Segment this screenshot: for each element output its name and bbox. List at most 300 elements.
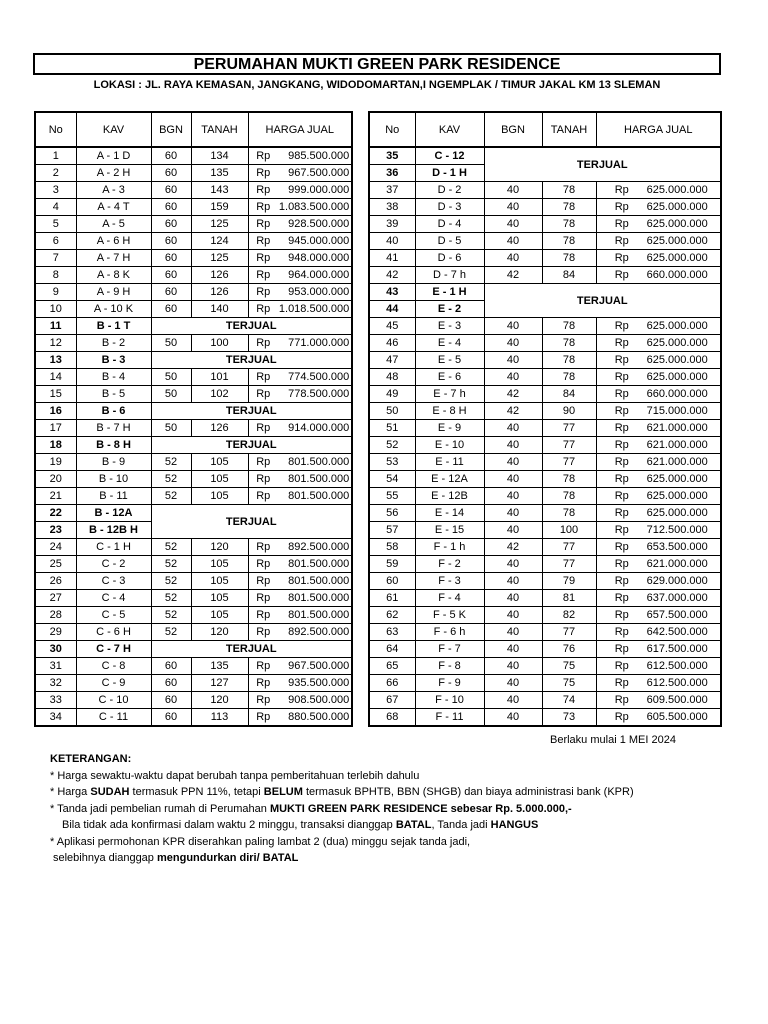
cell-harga — [596, 386, 721, 403]
cell-harga — [248, 556, 352, 573]
cell-no: 24 — [35, 539, 76, 556]
currency-label: Rp — [614, 337, 629, 349]
cell-harga — [596, 573, 721, 590]
cell-tanah: 81 — [542, 590, 596, 607]
cell-tanah: 113 — [191, 709, 248, 727]
currency-label: Rp — [256, 252, 271, 264]
price-amount: 967.500.000 — [288, 660, 350, 672]
price-amount: 771.000.000 — [288, 337, 350, 349]
cell-bgn: 42 — [484, 539, 542, 556]
price-amount: 625.000.000 — [646, 473, 708, 485]
cell-tanah: 77 — [542, 420, 596, 437]
cell-tanah: 84 — [542, 267, 596, 284]
price-amount: 629.000.000 — [646, 575, 708, 587]
cell-kav: A - 6 H — [76, 233, 151, 250]
table-row — [35, 165, 352, 182]
table-row — [35, 454, 352, 471]
table-row — [35, 386, 352, 403]
table-row — [35, 403, 352, 420]
cell-bgn: 60 — [151, 658, 191, 675]
cell-kav: E - 2 — [415, 301, 484, 318]
cell-tanah: 78 — [542, 488, 596, 505]
price-amount: 625.000.000 — [646, 252, 708, 264]
cell-no: 67 — [369, 692, 415, 709]
cell-bgn: 42 — [484, 386, 542, 403]
cell-harga — [248, 539, 352, 556]
cell-no: 42 — [369, 267, 415, 284]
price-amount: 948.000.000 — [288, 252, 350, 264]
cell-kav: F - 5 K — [415, 607, 484, 624]
table-row — [35, 539, 352, 556]
cell-bgn: 40 — [484, 692, 542, 709]
price-amount: 621.000.000 — [646, 439, 708, 451]
cell-kav: C - 2 — [76, 556, 151, 573]
price-amount: 999.000.000 — [288, 184, 350, 196]
note-4-continued: selebihnya dianggap mengundurkan diri/ BATAL — [53, 852, 299, 864]
table-row — [35, 216, 352, 233]
currency-label: Rp — [614, 184, 629, 196]
cell-kav: E - 1 H — [415, 284, 484, 301]
cell-harga — [596, 437, 721, 454]
cell-kav: E - 10 — [415, 437, 484, 454]
cell-kav: F - 2 — [415, 556, 484, 573]
sold-label: TERJUAL — [151, 403, 352, 420]
cell-kav: B - 2 — [76, 335, 151, 352]
table-row — [369, 352, 721, 369]
cell-no: 46 — [369, 335, 415, 352]
currency-label: Rp — [614, 354, 629, 366]
cell-harga — [596, 471, 721, 488]
table-row — [369, 692, 721, 709]
location-subtitle: LOKASI : JL. RAYA KEMASAN, JANGKANG, WIDODOMARTAN,I NGEMPLAK / TIMUR JAKAL KM 13 SLEMAN — [93, 79, 661, 91]
cell-kav: C - 4 — [76, 590, 151, 607]
cell-bgn: 52 — [151, 454, 191, 471]
cell-harga — [596, 675, 721, 692]
cell-bgn: 40 — [484, 641, 542, 658]
cell-tanah: 77 — [542, 556, 596, 573]
cell-bgn: 40 — [484, 590, 542, 607]
cell-no: 1 — [35, 147, 76, 165]
cell-kav: B - 7 H — [76, 420, 151, 437]
table-row — [35, 369, 352, 386]
cell-kav: C - 5 — [76, 607, 151, 624]
table-row — [369, 267, 721, 284]
currency-label: Rp — [256, 609, 271, 621]
cell-no: 20 — [35, 471, 76, 488]
cell-kav: F - 1 h — [415, 539, 484, 556]
cell-tanah: 78 — [542, 369, 596, 386]
cell-no: 9 — [35, 284, 76, 301]
cell-no: 22 — [35, 505, 76, 522]
cell-tanah: 120 — [191, 539, 248, 556]
currency-label: Rp — [614, 422, 629, 434]
price-amount: 801.500.000 — [288, 575, 350, 587]
cell-no: 25 — [35, 556, 76, 573]
cell-tanah: 135 — [191, 165, 248, 182]
price-amount: 612.500.000 — [646, 660, 708, 672]
cell-tanah: 78 — [542, 352, 596, 369]
cell-bgn: 40 — [484, 216, 542, 233]
table-row — [35, 505, 352, 522]
cell-no: 49 — [369, 386, 415, 403]
price-amount: 1.083.500.000 — [278, 201, 350, 213]
cell-bgn: 40 — [484, 318, 542, 335]
currency-label: Rp — [614, 235, 629, 247]
cell-no: 59 — [369, 556, 415, 573]
currency-label: Rp — [256, 558, 271, 570]
cell-no: 17 — [35, 420, 76, 437]
cell-kav: E - 8 H — [415, 403, 484, 420]
cell-tanah: 77 — [542, 454, 596, 471]
cell-no: 51 — [369, 420, 415, 437]
cell-no: 47 — [369, 352, 415, 369]
price-amount: 621.000.000 — [646, 558, 708, 570]
currency-label: Rp — [614, 371, 629, 383]
currency-label: Rp — [614, 677, 629, 689]
cell-no: 15 — [35, 386, 76, 403]
cell-tanah: 126 — [191, 420, 248, 437]
price-amount: 621.000.000 — [646, 422, 708, 434]
cell-bgn: 60 — [151, 250, 191, 267]
cell-tanah: 100 — [542, 522, 596, 539]
cell-no: 21 — [35, 488, 76, 505]
currency-label: Rp — [256, 575, 271, 587]
cell-harga — [248, 165, 352, 182]
cell-kav: D - 6 — [415, 250, 484, 267]
cell-kav: C - 7 H — [76, 641, 151, 658]
cell-kav: A - 1 D — [76, 147, 151, 165]
table-row — [35, 488, 352, 505]
cell-no: 11 — [35, 318, 76, 335]
currency-label: Rp — [614, 269, 629, 281]
cell-bgn: 40 — [484, 250, 542, 267]
cell-harga — [248, 199, 352, 216]
cell-bgn: 52 — [151, 590, 191, 607]
currency-label: Rp — [614, 558, 629, 570]
currency-label: Rp — [256, 490, 271, 502]
table-row — [369, 386, 721, 403]
cell-harga — [596, 709, 721, 727]
price-amount: 625.000.000 — [646, 320, 708, 332]
currency-label: Rp — [614, 405, 629, 417]
cell-harga — [248, 386, 352, 403]
cell-bgn: 52 — [151, 556, 191, 573]
cell-no: 54 — [369, 471, 415, 488]
cell-tanah: 75 — [542, 675, 596, 692]
sold-label: TERJUAL — [151, 505, 352, 539]
currency-label: Rp — [256, 218, 271, 230]
cell-no: 2 — [35, 165, 76, 182]
cell-kav: B - 3 — [76, 352, 151, 369]
cell-kav: E - 9 — [415, 420, 484, 437]
cell-harga — [596, 556, 721, 573]
cell-harga — [596, 216, 721, 233]
cell-tanah: 78 — [542, 233, 596, 250]
cell-bgn: 40 — [484, 573, 542, 590]
cell-kav: F - 3 — [415, 573, 484, 590]
price-amount: 625.000.000 — [646, 371, 708, 383]
cell-bgn: 40 — [484, 607, 542, 624]
currency-label: Rp — [614, 592, 629, 604]
cell-no: 18 — [35, 437, 76, 454]
header-harga: HARGA JUAL — [248, 112, 352, 147]
price-amount: 774.500.000 — [288, 371, 350, 383]
table-row — [369, 182, 721, 199]
cell-bgn: 60 — [151, 692, 191, 709]
table-row — [35, 301, 352, 318]
cell-kav: E - 15 — [415, 522, 484, 539]
cell-bgn: 50 — [151, 369, 191, 386]
cell-harga — [596, 318, 721, 335]
cell-harga — [248, 607, 352, 624]
cell-kav: C - 8 — [76, 658, 151, 675]
cell-bgn: 40 — [484, 709, 542, 727]
table-row — [369, 675, 721, 692]
cell-tanah: 78 — [542, 471, 596, 488]
currency-label: Rp — [256, 456, 271, 468]
cell-kav: B - 12A — [76, 505, 151, 522]
table-row — [369, 505, 721, 522]
cell-bgn: 60 — [151, 233, 191, 250]
table-row — [369, 556, 721, 573]
currency-label: Rp — [256, 626, 271, 638]
cell-no: 40 — [369, 233, 415, 250]
price-amount: 715.000.000 — [646, 405, 708, 417]
table-row — [35, 182, 352, 199]
price-amount: 625.000.000 — [646, 490, 708, 502]
cell-tanah: 77 — [542, 539, 596, 556]
notes-heading: KETERANGAN: — [50, 753, 132, 765]
cell-harga — [596, 692, 721, 709]
cell-tanah: 120 — [191, 692, 248, 709]
table-row — [35, 199, 352, 216]
price-amount: 625.000.000 — [646, 507, 708, 519]
price-amount: 657.500.000 — [646, 609, 708, 621]
currency-label: Rp — [614, 609, 629, 621]
table-row — [35, 318, 352, 335]
currency-label: Rp — [256, 167, 271, 179]
cell-no: 31 — [35, 658, 76, 675]
table-row — [35, 233, 352, 250]
price-amount: 908.500.000 — [288, 694, 350, 706]
cell-kav: E - 7 h — [415, 386, 484, 403]
currency-label: Rp — [614, 439, 629, 451]
cell-bgn: 40 — [484, 352, 542, 369]
currency-label: Rp — [256, 337, 271, 349]
price-amount: 801.500.000 — [288, 592, 350, 604]
cell-kav: F - 8 — [415, 658, 484, 675]
currency-label: Rp — [256, 677, 271, 689]
table-row — [369, 318, 721, 335]
table-row — [369, 284, 721, 301]
table-row — [369, 437, 721, 454]
price-amount: 625.000.000 — [646, 337, 708, 349]
cell-no: 39 — [369, 216, 415, 233]
table-row — [35, 641, 352, 658]
cell-harga — [596, 403, 721, 420]
cell-kav: A - 4 T — [76, 199, 151, 216]
currency-label: Rp — [256, 235, 271, 247]
cell-kav: C - 11 — [76, 709, 151, 727]
cell-bgn: 40 — [484, 199, 542, 216]
cell-tanah: 78 — [542, 335, 596, 352]
cell-tanah: 77 — [542, 624, 596, 641]
cell-bgn: 52 — [151, 539, 191, 556]
cell-harga — [248, 335, 352, 352]
currency-label: Rp — [256, 286, 271, 298]
cell-no: 8 — [35, 267, 76, 284]
price-amount: 801.500.000 — [288, 609, 350, 621]
table-row — [369, 335, 721, 352]
price-amount: 892.500.000 — [288, 626, 350, 638]
note-3-continued: Bila tidak ada konfirmasi dalam waktu 2 minggu, transaksi dianggap BATAL, Tanda jadi HANGUS — [62, 819, 539, 831]
cell-no: 63 — [369, 624, 415, 641]
cell-bgn: 40 — [484, 522, 542, 539]
cell-bgn: 42 — [484, 403, 542, 420]
cell-kav: B - 5 — [76, 386, 151, 403]
table-row — [369, 233, 721, 250]
cell-harga — [596, 607, 721, 624]
cell-harga — [248, 250, 352, 267]
price-amount: 892.500.000 — [288, 541, 350, 553]
cell-no: 35 — [369, 147, 415, 165]
table-row — [369, 369, 721, 386]
currency-label: Rp — [614, 388, 629, 400]
cell-bgn: 40 — [484, 624, 542, 641]
cell-kav: F - 6 h — [415, 624, 484, 641]
cell-bgn: 60 — [151, 267, 191, 284]
table-header-row — [369, 112, 721, 147]
cell-tanah: 125 — [191, 216, 248, 233]
cell-no: 13 — [35, 352, 76, 369]
cell-no: 45 — [369, 318, 415, 335]
cell-tanah: 100 — [191, 335, 248, 352]
cell-bgn: 40 — [484, 675, 542, 692]
currency-label: Rp — [256, 541, 271, 553]
cell-no: 26 — [35, 573, 76, 590]
cell-harga — [596, 233, 721, 250]
cell-harga — [248, 216, 352, 233]
cell-kav: C - 10 — [76, 692, 151, 709]
cell-tanah: 78 — [542, 182, 596, 199]
cell-no: 16 — [35, 403, 76, 420]
cell-kav: E - 3 — [415, 318, 484, 335]
cell-tanah: 134 — [191, 147, 248, 165]
cell-harga — [248, 573, 352, 590]
cell-kav: A - 9 H — [76, 284, 151, 301]
header-no: No — [369, 112, 415, 147]
price-amount: 660.000.000 — [646, 388, 708, 400]
currency-label: Rp — [614, 575, 629, 587]
currency-label: Rp — [256, 303, 271, 315]
cell-no: 29 — [35, 624, 76, 641]
price-amount: 801.500.000 — [288, 456, 350, 468]
cell-bgn: 52 — [151, 607, 191, 624]
cell-tanah: 90 — [542, 403, 596, 420]
cell-kav: D - 2 — [415, 182, 484, 199]
price-amount: 660.000.000 — [646, 269, 708, 281]
currency-label: Rp — [256, 592, 271, 604]
currency-label: Rp — [256, 660, 271, 672]
cell-no: 10 — [35, 301, 76, 318]
currency-label: Rp — [256, 371, 271, 383]
currency-label: Rp — [614, 711, 629, 723]
price-amount: 985.500.000 — [288, 150, 350, 162]
sold-label: TERJUAL — [151, 318, 352, 335]
cell-kav: C - 12 — [415, 147, 484, 165]
table-row — [35, 147, 352, 165]
price-amount: 625.000.000 — [646, 354, 708, 366]
currency-label: Rp — [256, 473, 271, 485]
cell-kav: D - 7 h — [415, 267, 484, 284]
cell-tanah: 105 — [191, 607, 248, 624]
cell-tanah: 159 — [191, 199, 248, 216]
cell-no: 3 — [35, 182, 76, 199]
cell-tanah: 124 — [191, 233, 248, 250]
cell-kav: E - 14 — [415, 505, 484, 522]
cell-bgn: 40 — [484, 182, 542, 199]
cell-no: 61 — [369, 590, 415, 607]
cell-harga — [248, 675, 352, 692]
cell-kav: B - 4 — [76, 369, 151, 386]
cell-no: 12 — [35, 335, 76, 352]
cell-tanah: 78 — [542, 250, 596, 267]
cell-no: 60 — [369, 573, 415, 590]
cell-harga — [596, 199, 721, 216]
cell-harga — [248, 624, 352, 641]
cell-kav: C - 9 — [76, 675, 151, 692]
price-amount: 914.000.000 — [288, 422, 350, 434]
cell-no: 55 — [369, 488, 415, 505]
currency-label: Rp — [614, 201, 629, 213]
currency-label: Rp — [614, 541, 629, 553]
price-amount: 625.000.000 — [646, 184, 708, 196]
cell-tanah: 73 — [542, 709, 596, 727]
cell-bgn: 42 — [484, 267, 542, 284]
cell-kav: B - 12B H — [76, 522, 151, 539]
cell-tanah: 101 — [191, 369, 248, 386]
table-row — [35, 420, 352, 437]
note-3: * Tanda jadi pembelian rumah di Perumahan MUKTI GREEN PARK RESIDENCE sebesar Rp. 5.000.000,- — [50, 802, 572, 815]
cell-tanah: 126 — [191, 284, 248, 301]
currency-label: Rp — [614, 626, 629, 638]
price-amount: 637.000.000 — [646, 592, 708, 604]
price-amount: 642.500.000 — [646, 626, 708, 638]
cell-harga — [596, 658, 721, 675]
cell-tanah: 105 — [191, 471, 248, 488]
price-amount: 964.000.000 — [288, 269, 350, 281]
sold-label: TERJUAL — [151, 352, 352, 369]
cell-bgn: 40 — [484, 369, 542, 386]
table-row — [369, 641, 721, 658]
table-row — [369, 709, 721, 727]
price-amount: 778.500.000 — [288, 388, 350, 400]
header-kav: KAV — [415, 112, 484, 147]
cell-tanah: 120 — [191, 624, 248, 641]
cell-tanah: 77 — [542, 437, 596, 454]
table-header-row — [35, 112, 352, 147]
cell-no: 37 — [369, 182, 415, 199]
table-row — [369, 573, 721, 590]
cell-no: 38 — [369, 199, 415, 216]
currency-label: Rp — [256, 422, 271, 434]
table-row — [35, 607, 352, 624]
table-row — [35, 250, 352, 267]
cell-harga — [596, 182, 721, 199]
cell-harga — [248, 590, 352, 607]
cell-harga — [596, 624, 721, 641]
cell-kav: C - 3 — [76, 573, 151, 590]
